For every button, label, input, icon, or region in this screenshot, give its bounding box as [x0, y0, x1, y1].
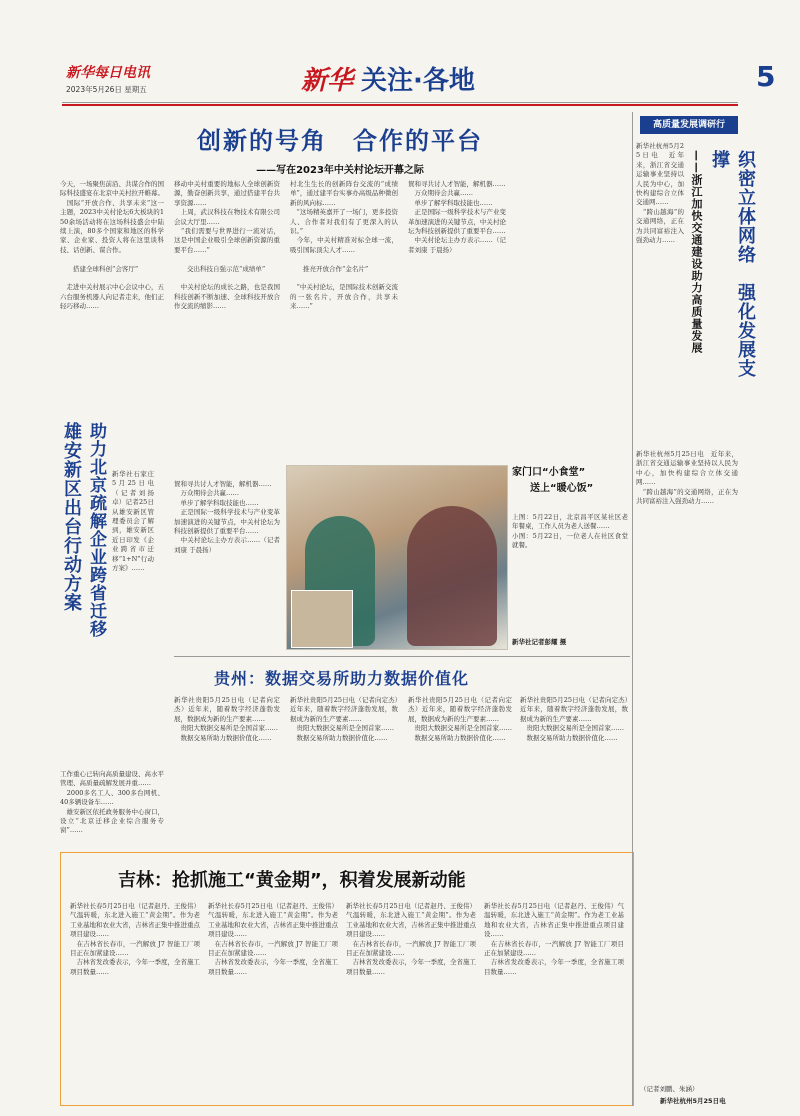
- guizhou-rule: [174, 656, 630, 657]
- zhejiang-body: 新华社杭州5月25日电 近年来，浙江省交通运输事业坚持以人民为中心，加快构建综合立体交通网…… “跨山越海”的交通网络，正在为共同富裕注入强劲动力……: [636, 142, 684, 245]
- section-brand: 新华: [301, 66, 354, 96]
- xiongan-body: 工作重心已转向高质量建设、高水平管理、高质量疏解发展并重…… 2000多名工人、300多台网机、40多辆设备车…… 雄安新区依托政务服务中心窗口，设立“北京迁移企业综合服务专窗”……: [60, 770, 164, 835]
- masthead-left: [66, 62, 226, 98]
- masthead-name: 新华每日电讯: [66, 65, 150, 81]
- guizhou-body: 新华社贵阳5月25日电（记者向定杰）近年来，随着数字经济蓬勃发展，数据成为新的生产要素…… 贵阳大数据交易所是全国首家…… 数据交易所助力数据价值化……: [290, 696, 398, 742]
- top-subhead: ——写在2023年中关村论坛开幕之际: [256, 165, 424, 176]
- jilin-body: 新华社长春5月25日电（记者赵丹、王俊伟）气温转暖，东北进入施工“黄金期”。作为老工业基地和农业大省，吉林省正集中推进重点项目建设…… 在吉林省长春市，一汽解放 J7 智能工厂项目正在加紧建设…… 吉林省发改委表示，今年一季度，全省施工项目数量……: [346, 902, 476, 976]
- sidebar-header: [640, 116, 738, 134]
- photo-caption-box: [512, 465, 628, 650]
- jilin-body: 新华社长春5月25日电（记者赵丹、王俊伟）气温转暖，东北进入施工“黄金期”。作为老工业基地和农业大省，吉林省正集中推进重点项目建设…… 在吉林省长春市，一汽解放 J7 智能工厂项目正在加紧建设…… 吉林省发改委表示，今年一季度，全省施工项目数量……: [70, 902, 200, 976]
- xiongan-headline: 雄安新区出台行动方案: [61, 422, 82, 612]
- photo-title-line1: 家门口“小食堂”: [512, 467, 586, 478]
- photo-title: [512, 465, 628, 497]
- xiongan-dateline: 新华社石家庄5月25日电（记者刘扬卓）记者25日从雄安新区管理委员会了解到，雄安新区近日印发《企业跨省市迁移“1+N”行动方案》……: [112, 470, 154, 573]
- photo-credit: 新华社记者彭耀 摄: [512, 638, 567, 646]
- guizhou-body: 新华社贵阳5月25日电（记者向定杰）近年来，随着数字经济蓬勃发展，数据成为新的生产要素…… 贵阳大数据交易所是全国首家…… 数据交易所助力数据价值化……: [174, 696, 280, 742]
- article-column: 移动中关村重要的地标人全球创新资源，勤奋创新共享，通过搭建平台共享资源…… 上周，武汉科技在物技术有限公司会议大厅里…… “我们需要与世界进行一流对话，这是中国企业吸引全球创新资源的重要平台……” 交出科技自强示范“成绩单” 中关村论坛的成长之路，也是我国科技创新不断加速、全球科技开放合作交流的缩影……: [174, 180, 280, 311]
- jilin-body: 新华社长春5月25日电（记者赵丹、王俊伟）气温转暖，东北进入施工“黄金期”。作为老工业基地和农业大省，吉林省正集中推进重点项目建设…… 在吉林省长春市，一汽解放 J7 智能工厂项目正在加紧建设…… 吉林省发改委表示，今年一季度，全省施工项目数量……: [484, 902, 624, 976]
- photo-title-line2: 送上“暖心饭”: [530, 483, 594, 494]
- guizhou-body: 新华社贵阳5月25日电（记者向定杰）近年来，随着数字经济蓬勃发展，数据成为新的生产要素…… 贵阳大数据交易所是全国首家…… 数据交易所助力数据价值化……: [408, 696, 512, 742]
- guizhou-body: 新华社贵阳5月25日电（记者向定杰）近年来，随着数字经济蓬勃发展，数据成为新的生产要素…… 贵阳大数据交易所是全国首家…… 数据交易所助力数据价值化……: [520, 696, 628, 742]
- section-name: 关注·各地: [361, 66, 475, 96]
- photo-feature: [286, 465, 508, 650]
- zhejiang-subhead: ——浙江加快交通建设助力高质量发展: [690, 150, 703, 354]
- photo-inset: [291, 590, 353, 648]
- page-number: 5: [756, 60, 776, 93]
- masthead-date: 2023年5月26日 星期五: [66, 85, 147, 94]
- photo-figure-right: [407, 506, 497, 646]
- photo-caption: 上图：5月22日，北京昌平区某社区老年餐桌，工作人员为老人送餐…… 小图：5月22日，一位老人在社区食堂就餐。: [512, 513, 628, 550]
- xiongan-headline-2: 助力北京疏解企业跨省迁移: [86, 422, 106, 638]
- zhejiang-headline: 织密立体网络 强化发展支撑: [709, 150, 756, 378]
- article-column: 今天，一场聚焦前沿、共谋合作的国际科技盛宴在北京中关村拉开帷幕。 国际“开放合作、共享未来”这一主题，2023中关村论坛6大板块的150余场活动将在这场科技盛会中陆续上演，80多个国家和地区的科学家、企业家、投资人将在这里谈科技、话创新、谋合作。 搭建全球科创“会客厅” 走进中关村展示中心会议中心，五六台服务机器人向记者走来，他们正轻巧移动……: [60, 180, 164, 311]
- masthead-rule: [62, 102, 738, 103]
- zhejiang-footer-credit: 新华社杭州5月25日电: [660, 1097, 726, 1105]
- zhejiang-credit: （记者刘鹏、朱涵）: [640, 1085, 699, 1093]
- article-column: 賀和寻共讨人才智能，解机器…… 万众期待会共赢…… 单步了解学科取技能也…… 正是国际一级科学技术与产业变革加速演进的关键节点，中关村论坛为科技创新提供了重要平台…… 中关村论坛主办方表示……（记者刘康 于晨扬）: [408, 180, 506, 254]
- guizhou-headline: 贵州：数据交易所助力数据价值化: [214, 669, 470, 688]
- article-column: 賀和寻共讨人才智能，解机器…… 万众期待会共赢…… 单步了解学科取技能也…… 正是国际一级科学技术与产业变革加速演进的关键节点，中关村论坛为科技创新提供了重要平台…… 中关村论坛主办方表示……（记者刘康 于晨扬）: [174, 480, 280, 554]
- top-headline: 创新的号角 合作的平台: [197, 127, 483, 155]
- article-column: 村北生生长的创新阵台交流的“成绩单”，通过建平台实事办高级品种微创新的风向标…… “这场精英嘉开了一场门，更多投资人、合作者对我们有了更深入的认识。” 今年，中关村精准对标全球一流，吸引国际顶尖人才…… 推亮开放合作“金名片” “中关村论坛，是国际技术创新交流的一张名片，开放合作，共享未来……”: [290, 180, 398, 311]
- jilin-headline: 吉林：抢抓施工“黄金期”，积着发展新动能: [118, 870, 466, 891]
- jilin-body: 新华社长春5月25日电（记者赵丹、王俊伟）气温转暖，东北进入施工“黄金期”。作为老工业基地和农业大省，吉林省正集中推进重点项目建设…… 在吉林省长春市，一汽解放 J7 智能工厂项目正在加紧建设…… 吉林省发改委表示，今年一季度，全省施工项目数量……: [208, 902, 338, 976]
- sidebar-header-label: 高质量发展调研行: [652, 120, 725, 130]
- masthead-red-rule: [62, 104, 738, 106]
- zhejiang-body-cont: 新华社杭州5月25日电 近年来，浙江省交通运输事业坚持以人民为中心，加快构建综合立体交通网…… “跨山越海”的交通网络，正在为共同富裕注入强劲动力……: [636, 450, 738, 506]
- column-divider: [632, 112, 633, 1106]
- section-title: [301, 64, 531, 98]
